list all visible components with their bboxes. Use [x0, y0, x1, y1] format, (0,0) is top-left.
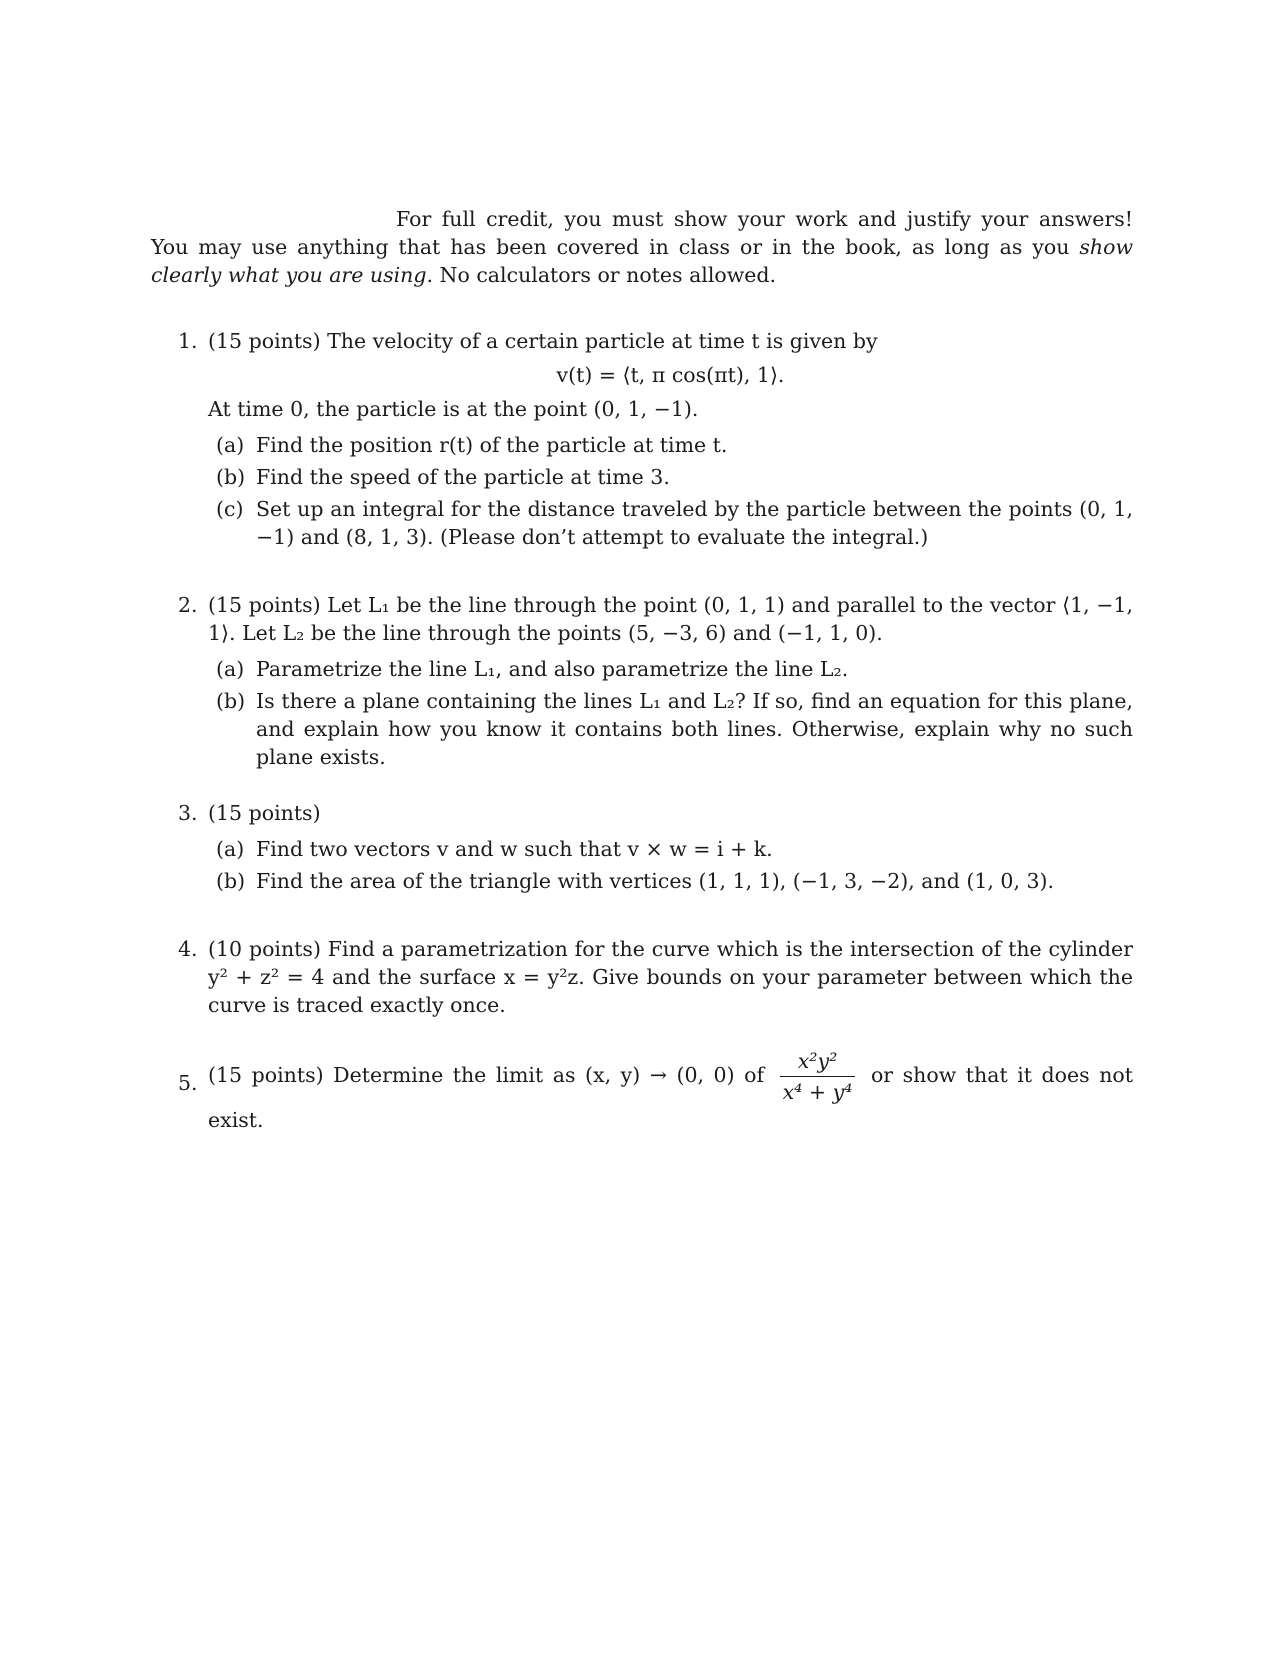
problem-5 — [151, 1047, 1133, 1134]
instructions — [151, 205, 1133, 289]
limit-text-end: or show that it does not exist. — [208, 1063, 1133, 1132]
problem-1 — [151, 327, 1133, 551]
instructions-text: For full credit, you must show your work and justify your answers! You may use anything that has been covered in class or in the book, as long as you — [151, 207, 1133, 259]
part-label: (a) — [216, 433, 245, 457]
part-item — [208, 867, 1133, 895]
problem-stem — [208, 1047, 1133, 1134]
problem-number: 4. — [178, 937, 198, 961]
problem-parts — [208, 835, 1133, 895]
part-text: Set up an integral for the distance traveled by the particle between the points (0, 1, −1) and (8, 1, 3). (Please don’t attempt to evaluate the integral.) — [256, 497, 1133, 549]
problem-initial-condition: At time 0, the particle is at the point (0, 1, −1). — [208, 397, 699, 421]
problem-number: 1. — [178, 329, 198, 353]
part-label: (a) — [216, 657, 245, 681]
part-item — [208, 655, 1133, 683]
part-text: Find the area of the triangle with vertices (1, 1, 1), (−1, 3, −2), and (1, 0, 3). — [256, 869, 1055, 893]
limit-text: (15 points) Determine the limit as (x, y) → (0, 0) of — [208, 1063, 765, 1087]
part-label: (b) — [216, 689, 246, 713]
instructions-text-end: No calculators or notes allowed. — [433, 263, 777, 287]
problem-stem: (15 points) The velocity of a certain particle at time t is given by — [208, 329, 878, 353]
limit-fraction — [780, 1047, 856, 1106]
problem-stem: (10 points) Find a parametrization for the curve which is the intersection of the cylinder y² + z² = 4 and the surface x = y²z. Give bounds on your parameter between which the curve is traced exactly once. — [208, 937, 1133, 1017]
part-item — [208, 431, 1133, 459]
fraction-denominator: x⁴ + y⁴ — [782, 1080, 853, 1104]
problem-number: 2. — [178, 593, 198, 617]
fraction-numerator: x²y² — [780, 1047, 856, 1077]
problem-2 — [151, 591, 1133, 771]
problem-stem: (15 points) — [208, 801, 321, 825]
part-text: Find two vectors v and w such that v × w = i + k. — [256, 837, 773, 861]
part-item — [208, 687, 1133, 771]
problem-number: 5. — [178, 1071, 198, 1095]
exam-page — [151, 205, 1133, 1162]
part-text: Parametrize the line L₁, and also parametrize the line L₂. — [256, 657, 849, 681]
part-text: Find the position r(t) of the particle at time t. — [256, 433, 728, 457]
problem-stem: (15 points) Let L₁ be the line through the point (0, 1, 1) and parallel to the vector ⟨1, −1, 1⟩. Let L₂ be the line through the points (5, −3, 6) and (−1, 1, 0). — [208, 593, 1133, 645]
part-label: (c) — [216, 497, 244, 521]
part-label: (a) — [216, 837, 245, 861]
part-item — [208, 835, 1133, 863]
problem-3 — [151, 799, 1133, 895]
part-label: (b) — [216, 869, 246, 893]
part-label: (b) — [216, 465, 246, 489]
part-text: Is there a plane containing the lines L₁ and L₂? If so, find an equation for this plane, and explain how you know it contains both lines. Otherwise, explain why no such plane exists. — [256, 689, 1133, 769]
problem-number: 3. — [178, 801, 198, 825]
part-text: Find the speed of the particle at time 3. — [256, 465, 670, 489]
problem-parts — [208, 655, 1133, 771]
part-item — [208, 463, 1133, 491]
instructions-emphasis: show clearly what you are using. — [151, 235, 1133, 287]
velocity-equation: v(t) = ⟨t, π cos(πt), 1⟩. — [556, 363, 785, 387]
problem-4 — [151, 935, 1133, 1019]
problem-parts — [208, 431, 1133, 551]
part-item — [208, 495, 1133, 551]
